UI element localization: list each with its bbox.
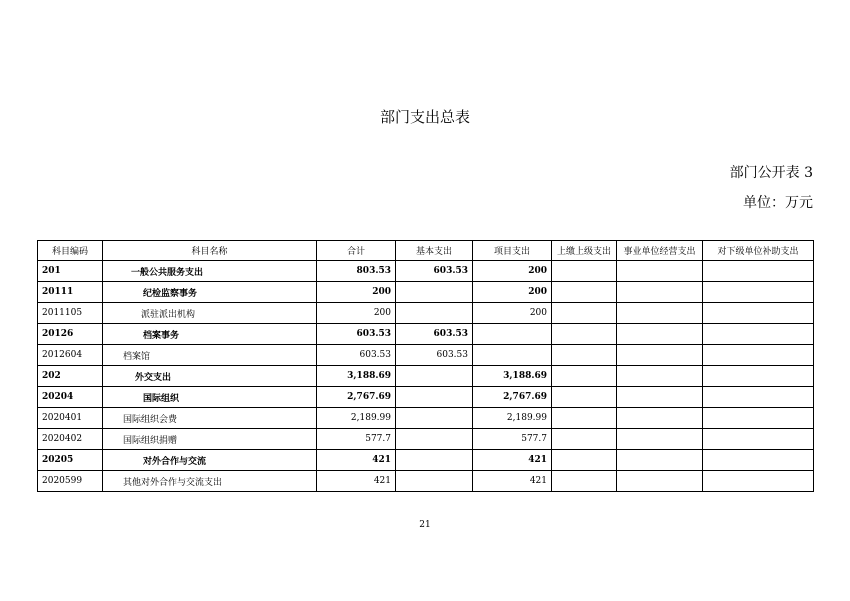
cell-total: 421 (317, 450, 396, 471)
cell-business (617, 429, 703, 450)
cell-basic (396, 366, 473, 387)
table-row (38, 282, 814, 303)
cell-upper (552, 408, 617, 429)
cell-code: 201 (38, 261, 103, 282)
cell-total: 2,767.69 (317, 387, 396, 408)
cell-basic (396, 303, 473, 324)
cell-upper (552, 261, 617, 282)
cell-subsidy (703, 282, 814, 303)
cell-upper (552, 366, 617, 387)
cell-name: 国际组织 (103, 387, 317, 408)
cell-basic (396, 471, 473, 492)
cell-business (617, 303, 703, 324)
cell-code: 20205 (38, 450, 103, 471)
cell-subsidy (703, 303, 814, 324)
cell-business (617, 408, 703, 429)
cell-total: 200 (317, 303, 396, 324)
cell-project: 200 (473, 261, 552, 282)
cell-basic (396, 450, 473, 471)
page-number: 21 (419, 520, 431, 530)
cell-project (473, 324, 552, 345)
table-row (38, 261, 814, 282)
cell-project: 200 (473, 303, 552, 324)
cell-total: 2,189.99 (317, 408, 396, 429)
table-row (38, 429, 814, 450)
table-row (38, 387, 814, 408)
cell-total: 603.53 (317, 345, 396, 366)
col-header-project: 项目支出 (473, 241, 552, 261)
cell-code: 2011105 (38, 303, 103, 324)
cell-name: 纪检监察事务 (103, 282, 317, 303)
cell-upper (552, 387, 617, 408)
table-row (38, 471, 814, 492)
cell-upper (552, 471, 617, 492)
cell-subsidy (703, 450, 814, 471)
cell-business (617, 366, 703, 387)
cell-project: 200 (473, 282, 552, 303)
col-header-total: 合计 (317, 241, 396, 261)
cell-name: 对外合作与交流 (103, 450, 317, 471)
cell-subsidy (703, 387, 814, 408)
cell-total: 577.7 (317, 429, 396, 450)
cell-total: 200 (317, 282, 396, 303)
cell-upper (552, 303, 617, 324)
cell-subsidy (703, 261, 814, 282)
cell-subsidy (703, 366, 814, 387)
cell-subsidy (703, 408, 814, 429)
cell-subsidy (703, 345, 814, 366)
cell-total: 803.53 (317, 261, 396, 282)
expenditure-table (37, 240, 814, 492)
cell-project (473, 345, 552, 366)
cell-business (617, 387, 703, 408)
table-row (38, 324, 814, 345)
page-title: 部门支出总表 (379, 108, 470, 126)
col-header-upper: 上缴上级支出 (552, 241, 617, 261)
cell-name: 外交支出 (103, 366, 317, 387)
cell-project: 421 (473, 450, 552, 471)
cell-basic (396, 429, 473, 450)
cell-name: 国际组织会费 (103, 408, 317, 429)
cell-code: 20204 (38, 387, 103, 408)
col-header-subsidy: 对下级单位补助支出 (703, 241, 814, 261)
col-header-name: 科目名称 (103, 241, 317, 261)
table-row (38, 408, 814, 429)
cell-total: 3,188.69 (317, 366, 396, 387)
cell-name: 其他对外合作与交流支出 (103, 471, 317, 492)
col-header-business: 事业单位经营支出 (617, 241, 703, 261)
cell-name: 国际组织捐赠 (103, 429, 317, 450)
cell-code: 202 (38, 366, 103, 387)
col-header-code: 科目编码 (38, 241, 103, 261)
cell-basic (396, 282, 473, 303)
cell-upper (552, 324, 617, 345)
form-label: 部门公开表 3 (729, 165, 813, 181)
cell-code: 2020401 (38, 408, 103, 429)
cell-upper (552, 345, 617, 366)
cell-project: 3,188.69 (473, 366, 552, 387)
cell-subsidy (703, 324, 814, 345)
cell-basic: 603.53 (396, 324, 473, 345)
cell-code: 2012604 (38, 345, 103, 366)
cell-basic (396, 387, 473, 408)
cell-basic: 603.53 (396, 345, 473, 366)
cell-name: 一般公共服务支出 (103, 261, 317, 282)
cell-project: 577.7 (473, 429, 552, 450)
cell-basic: 603.53 (396, 261, 473, 282)
unit-label: 单位：万元 (743, 195, 813, 211)
cell-name: 派驻派出机构 (103, 303, 317, 324)
cell-total: 603.53 (317, 324, 396, 345)
table-header-row (38, 241, 814, 261)
cell-subsidy (703, 471, 814, 492)
cell-code: 2020599 (38, 471, 103, 492)
cell-project: 2,189.99 (473, 408, 552, 429)
cell-name: 档案馆 (103, 345, 317, 366)
cell-project: 2,767.69 (473, 387, 552, 408)
cell-name: 档案事务 (103, 324, 317, 345)
cell-upper (552, 429, 617, 450)
cell-upper (552, 282, 617, 303)
cell-business (617, 471, 703, 492)
cell-project: 421 (473, 471, 552, 492)
cell-code: 20111 (38, 282, 103, 303)
cell-business (617, 261, 703, 282)
cell-basic (396, 408, 473, 429)
cell-business (617, 345, 703, 366)
cell-code: 20126 (38, 324, 103, 345)
table-row (38, 450, 814, 471)
cell-upper (552, 450, 617, 471)
cell-business (617, 450, 703, 471)
cell-code: 2020402 (38, 429, 103, 450)
col-header-basic: 基本支出 (396, 241, 473, 261)
table-row (38, 303, 814, 324)
cell-total: 421 (317, 471, 396, 492)
cell-subsidy (703, 429, 814, 450)
cell-business (617, 324, 703, 345)
table-row (38, 345, 814, 366)
table-row (38, 366, 814, 387)
cell-business (617, 282, 703, 303)
